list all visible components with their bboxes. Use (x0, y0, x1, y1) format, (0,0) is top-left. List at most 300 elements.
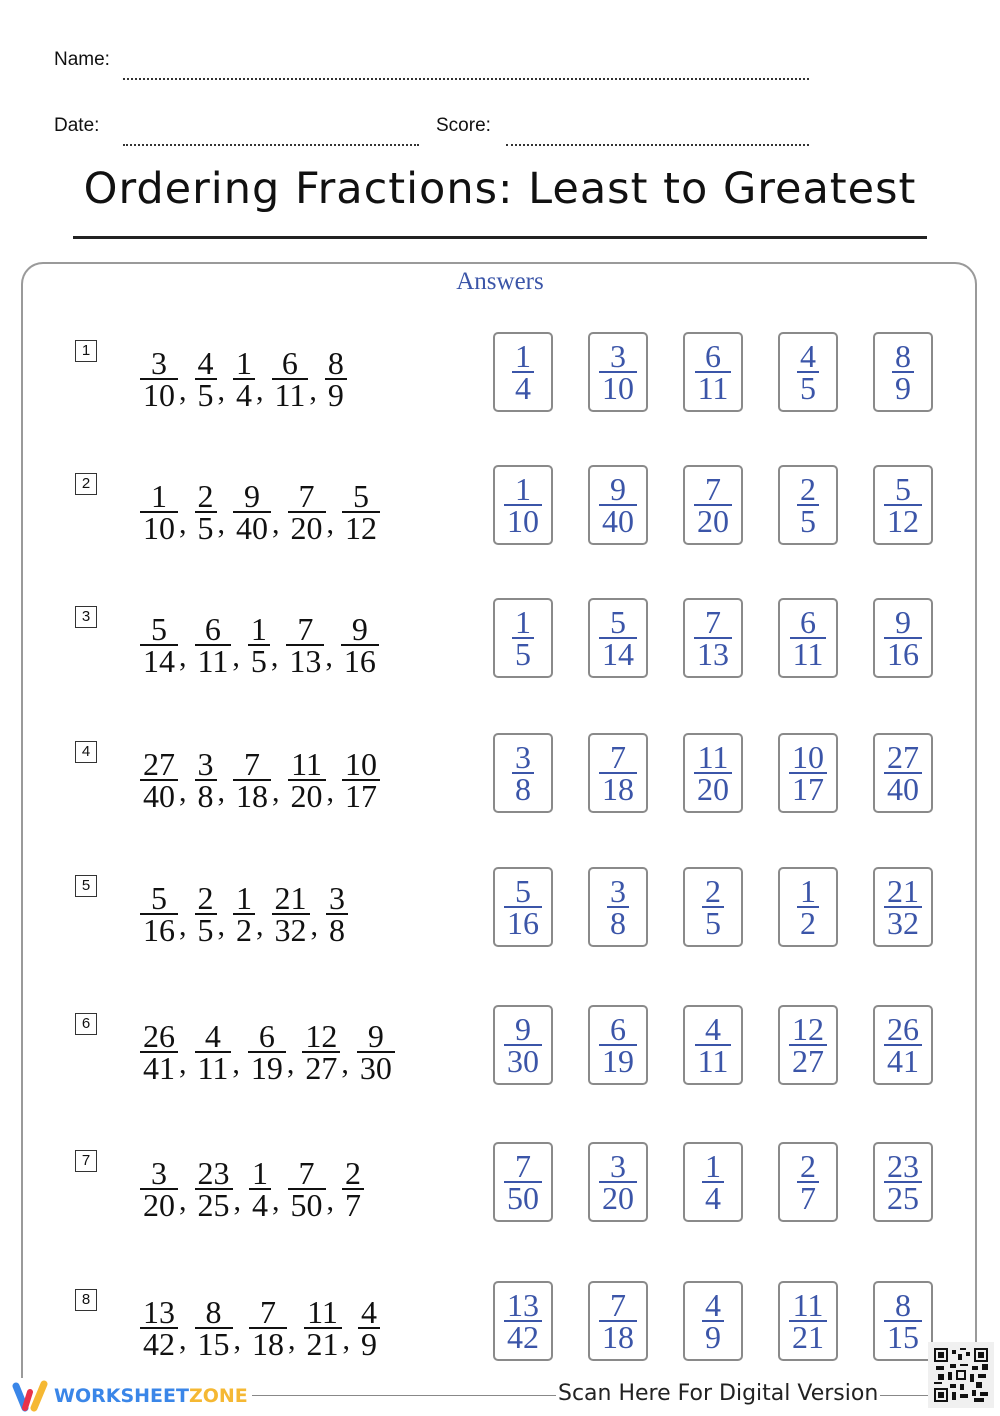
denominator: 30 (357, 1051, 395, 1083)
problem-row (0, 1013, 1000, 1103)
answer-fraction (599, 1287, 637, 1355)
numerator: 2 (345, 1155, 361, 1191)
separator-comma: , (286, 1047, 295, 1080)
denominator: 5 (797, 371, 819, 403)
fraction (233, 880, 255, 948)
problem-fractions (140, 478, 388, 546)
answer-box[interactable] (778, 733, 838, 813)
denominator: 2 (233, 913, 255, 945)
answer-box[interactable] (493, 1005, 553, 1085)
fraction-item (342, 1155, 364, 1223)
answer-box[interactable] (588, 1005, 648, 1085)
answer-boxes (493, 332, 968, 412)
denominator: 4 (233, 378, 255, 410)
denominator: 18 (599, 1320, 637, 1352)
fraction (195, 611, 232, 679)
numerator: 7 (298, 478, 315, 514)
fraction-item (195, 1294, 242, 1362)
answer-box[interactable] (588, 1142, 648, 1222)
logo-text-zone: ZONE (188, 1385, 248, 1407)
numerator: 1 (236, 345, 252, 381)
answer-box[interactable] (778, 867, 838, 947)
answer-boxes (493, 733, 968, 813)
answer-box[interactable] (873, 733, 933, 813)
denominator: 9 (702, 1320, 724, 1352)
problem-fractions (140, 880, 356, 948)
fraction-item (195, 880, 226, 948)
answer-boxes (493, 1142, 968, 1222)
fraction-item (288, 1155, 335, 1223)
answer-box[interactable] (873, 867, 933, 947)
fraction-item (358, 1294, 380, 1362)
fraction-item (326, 880, 348, 948)
problem-row (0, 473, 1000, 563)
answer-box[interactable] (873, 598, 933, 678)
problem-row (0, 340, 1000, 430)
denominator: 13 (286, 644, 324, 676)
answer-box[interactable] (493, 867, 553, 947)
title-divider (73, 236, 927, 239)
answer-box[interactable] (778, 1281, 838, 1361)
numerator: 5 (151, 880, 167, 916)
fraction-item (195, 746, 226, 814)
fraction (140, 1294, 178, 1362)
answer-box[interactable] (588, 332, 648, 412)
answer-boxes (493, 598, 968, 678)
answer-fraction (797, 338, 819, 406)
worksheetzone-logo (8, 1378, 252, 1414)
answer-fraction (695, 338, 732, 406)
fraction-item (233, 345, 264, 413)
answer-box[interactable] (683, 733, 743, 813)
numerator: 27 (143, 746, 175, 782)
numerator: 7 (244, 746, 260, 782)
fraction-item (304, 1294, 351, 1362)
numerator: 6 (800, 604, 816, 640)
qr-code-icon[interactable] (928, 1342, 994, 1408)
fraction-item (288, 478, 335, 546)
answer-box[interactable] (683, 1142, 743, 1222)
answer-fraction (512, 739, 534, 807)
answer-fraction (599, 1011, 637, 1079)
denominator: 10 (140, 511, 178, 543)
denominator: 18 (249, 1327, 287, 1359)
numerator: 4 (800, 338, 816, 374)
fraction (302, 1018, 340, 1086)
fraction-item (272, 345, 317, 413)
denominator: 19 (248, 1051, 286, 1083)
fraction (140, 746, 178, 814)
problem-fractions (140, 1294, 388, 1362)
separator-comma: , (179, 507, 187, 540)
separator-comma: , (233, 1184, 241, 1217)
numerator: 4 (705, 1287, 721, 1323)
separator-comma: , (179, 909, 187, 942)
numerator: 2 (705, 873, 721, 909)
denominator: 4 (702, 1181, 724, 1213)
denominator: 14 (599, 637, 637, 669)
answer-box[interactable] (588, 867, 648, 947)
answer-box[interactable] (683, 598, 743, 678)
denominator: 4 (249, 1188, 271, 1220)
separator-comma: , (310, 909, 318, 942)
answer-box[interactable] (778, 465, 838, 545)
denominator: 9 (325, 378, 347, 410)
fraction (288, 478, 326, 546)
scan-caption: Scan Here For Digital Version (558, 1381, 879, 1406)
fraction-item (140, 746, 187, 814)
numerator: 2 (800, 1148, 816, 1184)
fraction-item (140, 1018, 187, 1086)
fraction (140, 880, 178, 948)
answer-fraction (694, 471, 732, 539)
answer-fraction (702, 1148, 724, 1216)
fraction (249, 1294, 287, 1362)
separator-comma: , (179, 1323, 187, 1356)
separator-comma: , (217, 374, 225, 407)
separator-comma: , (341, 1047, 349, 1080)
denominator: 32 (272, 913, 310, 945)
fraction (195, 1294, 233, 1362)
denominator: 20 (599, 1181, 637, 1213)
denominator: 10 (599, 371, 637, 403)
denominator: 8 (326, 913, 348, 945)
fraction (286, 611, 324, 679)
name-field[interactable] (123, 78, 809, 80)
answer-fraction (702, 873, 724, 941)
fraction (195, 1018, 232, 1086)
answer-box[interactable] (873, 1142, 933, 1222)
numerator: 3 (151, 345, 167, 381)
answer-box[interactable] (778, 598, 838, 678)
denominator: 40 (599, 504, 637, 536)
numerator: 12 (305, 1018, 338, 1054)
answer-box[interactable] (778, 1005, 838, 1085)
answer-box[interactable] (683, 1005, 743, 1085)
denominator: 5 (195, 913, 217, 945)
problem-fractions (140, 1018, 403, 1086)
denominator: 40 (140, 779, 178, 811)
answer-fraction (694, 739, 732, 807)
answer-fraction (504, 1148, 542, 1216)
denominator: 11 (790, 637, 827, 669)
denominator: 7 (342, 1188, 364, 1220)
numerator: 1 (515, 338, 531, 374)
denominator: 5 (702, 906, 724, 938)
denominator: 50 (504, 1181, 542, 1213)
denominator: 9 (892, 371, 914, 403)
fraction-item (249, 1155, 280, 1223)
answer-box[interactable] (493, 1281, 553, 1361)
answer-box[interactable] (493, 733, 553, 813)
numerator: 8 (205, 1294, 222, 1330)
answer-box[interactable] (493, 598, 553, 678)
numerator: 11 (792, 1287, 824, 1323)
denominator: 5 (512, 637, 534, 669)
numerator: 27 (887, 739, 919, 775)
answer-fraction (512, 604, 534, 672)
separator-comma: , (233, 1323, 241, 1356)
answer-box[interactable] (873, 332, 933, 412)
denominator: 14 (140, 644, 178, 676)
numerator: 3 (329, 880, 345, 916)
problem-number: 3 (75, 606, 97, 628)
fraction (288, 1155, 326, 1223)
denominator: 40 (233, 511, 271, 543)
denominator: 8 (607, 906, 629, 938)
fraction (140, 478, 178, 546)
denominator: 5 (248, 644, 270, 676)
fraction-item (140, 1294, 187, 1362)
answer-fraction (504, 873, 542, 941)
fraction (140, 1155, 178, 1223)
answer-box[interactable] (588, 1281, 648, 1361)
name-label: Name: (54, 49, 110, 70)
answer-box[interactable] (493, 332, 553, 412)
fraction (304, 1294, 342, 1362)
denominator: 42 (140, 1327, 178, 1359)
answer-box[interactable] (873, 465, 933, 545)
separator-comma: , (179, 640, 187, 673)
denominator: 16 (140, 913, 178, 945)
fraction (195, 1155, 233, 1223)
numerator: 7 (515, 1148, 531, 1184)
problem-fractions (140, 1155, 372, 1223)
denominator: 11 (695, 1044, 732, 1076)
denominator: 2 (797, 906, 819, 938)
problem-number: 8 (75, 1289, 97, 1311)
numerator: 11 (307, 1294, 338, 1330)
answer-fraction (695, 1011, 732, 1079)
numerator: 5 (353, 478, 369, 514)
problem-fractions (140, 611, 387, 679)
denominator: 41 (140, 1051, 178, 1083)
denominator: 12 (342, 511, 380, 543)
answer-fraction (599, 1148, 637, 1216)
answer-fraction (702, 1287, 724, 1355)
score-field[interactable] (506, 144, 809, 146)
numerator: 7 (705, 604, 721, 640)
numerator: 7 (610, 1287, 626, 1323)
numerator: 3 (610, 873, 626, 909)
answer-box[interactable] (493, 465, 553, 545)
answer-fraction (504, 1287, 542, 1355)
fraction (341, 611, 379, 679)
denominator: 11 (195, 644, 232, 676)
separator-comma: , (256, 909, 264, 942)
denominator: 11 (195, 1051, 232, 1083)
denominator: 21 (789, 1320, 827, 1352)
fraction-item (342, 746, 380, 814)
numerator: 2 (197, 880, 214, 916)
numerator: 6 (610, 1011, 626, 1047)
answer-box[interactable] (778, 332, 838, 412)
answer-box[interactable] (873, 1005, 933, 1085)
answer-box[interactable] (683, 465, 743, 545)
answer-fraction (884, 1148, 922, 1216)
numerator: 8 (895, 338, 911, 374)
numerator: 1 (250, 611, 267, 647)
problem-number: 1 (75, 340, 97, 362)
numerator: 4 (705, 1011, 721, 1047)
numerator: 1 (705, 1148, 721, 1184)
answer-box[interactable] (683, 332, 743, 412)
problem-row (0, 1150, 1000, 1240)
numerator: 21 (274, 880, 307, 916)
fraction-item (288, 746, 335, 814)
denominator: 13 (694, 637, 732, 669)
score-label: Score: (436, 115, 491, 136)
numerator: 5 (151, 611, 167, 647)
answer-fraction (797, 1148, 819, 1216)
denominator: 12 (884, 504, 922, 536)
answer-boxes (493, 1005, 968, 1085)
fraction (357, 1018, 395, 1086)
fraction (195, 880, 217, 948)
answer-box[interactable] (588, 733, 648, 813)
denominator: 5 (195, 378, 217, 410)
numerator: 4 (204, 1018, 221, 1054)
denominator: 8 (512, 772, 534, 804)
numerator: 10 (345, 746, 377, 782)
denominator: 19 (599, 1044, 637, 1076)
separator-comma: , (288, 1323, 296, 1356)
answer-fraction (884, 1287, 922, 1355)
denominator: 16 (341, 644, 379, 676)
numerator: 3 (515, 739, 531, 775)
fraction (272, 880, 310, 948)
denominator: 15 (195, 1327, 233, 1359)
denominator: 10 (504, 504, 542, 536)
fraction-item (233, 746, 280, 814)
problem-number: 5 (75, 875, 97, 897)
answer-box[interactable] (588, 598, 648, 678)
answer-fraction (789, 1287, 827, 1355)
numerator: 2 (197, 478, 214, 514)
fraction-item (140, 880, 187, 948)
denominator: 50 (288, 1188, 326, 1220)
numerator: 3 (610, 338, 626, 374)
separator-comma: , (217, 507, 225, 540)
logo-w-icon (8, 1378, 54, 1414)
numerator: 7 (260, 1294, 276, 1330)
numerator: 23 (887, 1148, 919, 1184)
fraction-item (195, 1155, 242, 1223)
fraction-item (248, 611, 279, 679)
fraction (249, 1155, 271, 1223)
denominator: 21 (304, 1327, 342, 1359)
denominator: 20 (694, 772, 732, 804)
numerator: 4 (197, 345, 214, 381)
separator-comma: , (326, 775, 334, 808)
numerator: 6 (705, 338, 721, 374)
fraction-item (195, 478, 226, 546)
separator-comma: , (272, 775, 280, 808)
separator-comma: , (179, 374, 187, 407)
numerator: 5 (610, 604, 626, 640)
numerator: 3 (151, 1155, 167, 1191)
separator-comma: , (326, 1184, 334, 1217)
fraction (140, 345, 178, 413)
problem-fractions (140, 345, 355, 413)
denominator: 18 (599, 772, 637, 804)
answer-fraction (789, 1011, 827, 1079)
answer-box[interactable] (873, 1281, 933, 1361)
answer-fraction (797, 873, 819, 941)
denominator: 17 (789, 772, 827, 804)
fraction-item (140, 1155, 187, 1223)
numerator: 9 (610, 471, 626, 507)
denominator: 41 (884, 1044, 922, 1076)
fraction-item (325, 345, 347, 413)
fraction-item (195, 1018, 240, 1086)
numerator: 1 (151, 478, 167, 514)
fraction (140, 611, 178, 679)
fraction (195, 345, 217, 413)
fraction (248, 1018, 286, 1086)
numerator: 5 (515, 873, 531, 909)
answer-boxes (493, 1281, 968, 1361)
denominator: 5 (797, 504, 819, 536)
separator-comma: , (325, 640, 333, 673)
numerator: 1 (236, 880, 252, 916)
numerator: 26 (887, 1011, 919, 1047)
numerator: 10 (792, 739, 824, 775)
answer-fraction (789, 739, 827, 807)
answer-box[interactable] (493, 1142, 553, 1222)
numerator: 11 (697, 739, 729, 775)
denominator: 20 (288, 779, 326, 811)
answer-box[interactable] (683, 867, 743, 947)
answer-box[interactable] (683, 1281, 743, 1361)
numerator: 6 (281, 345, 298, 381)
numerator: 21 (887, 873, 919, 909)
answer-box[interactable] (588, 465, 648, 545)
answer-fraction (599, 604, 637, 672)
fraction-item (140, 611, 187, 679)
fraction-item (342, 478, 380, 546)
denominator: 20 (694, 504, 732, 536)
denominator: 30 (504, 1044, 542, 1076)
numerator: 9 (895, 604, 911, 640)
denominator: 25 (884, 1181, 922, 1213)
answer-fraction (504, 471, 542, 539)
date-label: Date: (54, 115, 100, 136)
separator-comma: , (179, 775, 187, 808)
answer-fraction (599, 338, 637, 406)
problem-number: 4 (75, 741, 97, 763)
denominator: 15 (884, 1320, 922, 1352)
date-field[interactable] (123, 144, 419, 146)
fraction (358, 1294, 380, 1362)
separator-comma: , (270, 640, 279, 673)
denominator: 18 (233, 779, 271, 811)
problem-fractions (140, 746, 388, 814)
denominator: 11 (695, 371, 732, 403)
fraction (342, 478, 380, 546)
separator-comma: , (179, 1047, 187, 1080)
answer-box[interactable] (778, 1142, 838, 1222)
denominator: 20 (140, 1188, 178, 1220)
fraction-item (357, 1018, 395, 1086)
problem-number: 7 (75, 1150, 97, 1172)
problem-row (0, 1289, 1000, 1379)
numerator: 1 (252, 1155, 268, 1191)
logo-text (54, 1385, 248, 1407)
denominator: 7 (797, 1181, 819, 1213)
numerator: 7 (298, 1155, 315, 1191)
numerator: 7 (705, 471, 721, 507)
